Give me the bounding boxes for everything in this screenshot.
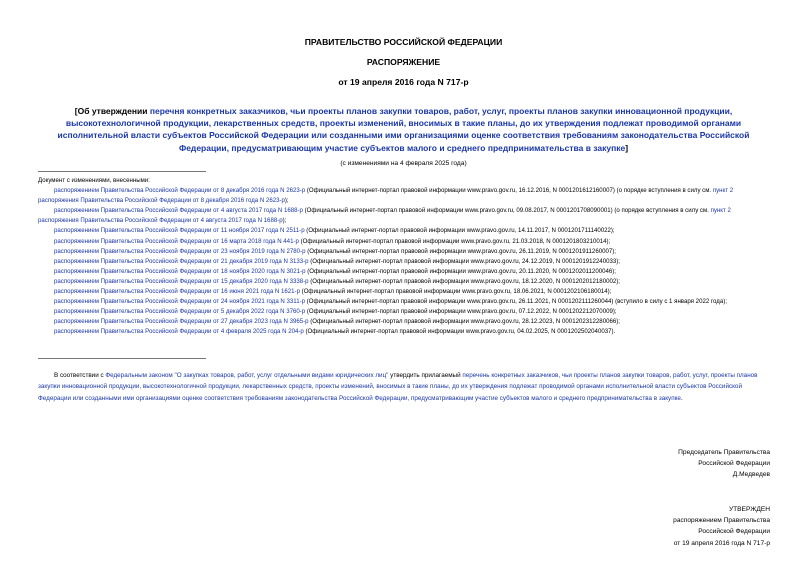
edit-link[interactable]: распоряжением Правительства Российской Федерации от 4 августа 2017 года N 1688-р (54, 207, 303, 215)
edit-source: (Официальный интернет-портал правовой информации www.pravo.gov.ru, 07.12.2022, N 0001202212070009); (305, 308, 617, 316)
edit-item (38, 317, 771, 327)
edit-link[interactable]: распоряжением Правительства Российской Федерации от 5 декабря 2022 года N 3760-р (54, 308, 306, 316)
edit-source: (Официальный интернет-портал правовой информации www.pravo.gov.ru, 18.06.2021, N 0001202106180014); (299, 288, 612, 296)
edit-item (38, 287, 771, 297)
top-divider (38, 171, 206, 172)
edit-source: (Официальный интернет-портал правовой информации www.pravo.gov.ru, 21.03.2018, N 0001201803210014); (298, 237, 611, 245)
edit-link[interactable]: распоряжением Правительства Российской Федерации от 27 декабря 2023 года N 3965-р (54, 318, 309, 326)
edit-source: (Официальный интернет-портал правовой информации www.pravo.gov.ru, 24.12.2019, N 0001201912240033); (308, 257, 620, 265)
edit-link[interactable]: распоряжением Правительства Российской Федерации от 23 ноября 2019 года N 2780-р (54, 247, 306, 255)
edits-intro: Документ с изменениями, внесенными: (38, 177, 150, 184)
document-date-number: от 19 апреля 2016 года N 717-р (338, 77, 469, 87)
federal-law-link[interactable]: Федеральным законом "О закупках товаров, работ, услуг отдельными видами юридических лиц" (105, 372, 389, 379)
edit-link[interactable]: распоряжением Правительства Российской Федерации от 21 декабря 2019 года N 3133-р (54, 257, 309, 265)
preamble-text: . (680, 394, 683, 402)
edit-source: (Официальный интернет-портал правовой информации www.pravo.gov.ru, 14.11.2017, N 0001201711140022); (304, 227, 615, 235)
approval-block (600, 504, 770, 549)
edits-list (38, 176, 771, 338)
preamble-paragraph (38, 370, 771, 404)
signature-name: Д.Медведев (732, 471, 770, 479)
approval-line: от 19 апреля 2016 года N 717-р (673, 539, 770, 547)
signature-organization: Российской Федерации (698, 460, 770, 468)
edit-item (38, 297, 771, 307)
edit-link[interactable]: распоряжением Правительства Российской Федерации от 15 декабря 2020 года N 3338-р (54, 277, 309, 285)
edit-link[interactable]: распоряжением Правительства Российской Федерации от 16 июня 2021 года N 1621-р (54, 288, 300, 296)
edit-item (38, 226, 771, 236)
changes-note: (с изменениями на 4 февраля 2025 года) (340, 160, 467, 167)
edit-effect-link[interactable]: пункт 2 распоряжения Правительства Российской Федерации от 8 декабря 2016 года N 2623-р (38, 187, 734, 205)
approval-title: УТВЕРЖДЕН (728, 506, 770, 513)
title-suffix: ] (625, 142, 629, 153)
edit-item (38, 247, 771, 257)
document-title (40, 105, 767, 154)
edit-item (38, 327, 771, 337)
edit-effect-link[interactable]: пункт 2 распоряжения Правительства Российской Федерации от 4 августа 2017 года N 1688-р (38, 207, 731, 225)
edit-source: (Официальный интернет-портал правовой информации www.pravo.gov.ru, 04.02.2025, N 0001202502040037). (303, 328, 616, 336)
edit-item (38, 206, 771, 226)
signature-block (600, 447, 770, 481)
document-type-heading: РАСПОРЯЖЕНИЕ (366, 57, 441, 67)
edit-item (38, 186, 771, 206)
edit-link[interactable]: распоряжением Правительства Российской Федерации от 4 февраля 2025 года N 204-р (54, 328, 304, 336)
edit-item (38, 307, 771, 317)
signature-position: Председатель Правительства (678, 449, 770, 456)
approval-line: Российской Федерации (698, 528, 770, 536)
edit-link[interactable]: распоряжением Правительства Российской Федерации от 8 декабря 2016 года N 2623-р (54, 187, 306, 195)
customer-list-link[interactable]: перечень конкретных заказчиков, чьи проекты планов закупки товаров, работ, услуг, проекты планов закупки инновационной продукции, высокотехнологичной продукции, лекарственных средств, проекты изменений, вносимых в такие планы, до их утверждения подлежат проводимой органами исполнительной власти субъектов Российской Федерации или созданными ими организациями оценке соответствия требованиям законодательства Российской Федерации, предусматривающим участие субъектов малого и среднего предпринимательства в закупке (38, 372, 758, 402)
edit-tail: ); (284, 197, 289, 205)
edit-item (38, 257, 771, 267)
edit-source: (Официальный интернет-портал правовой информации www.pravo.gov.ru, 26.11.2019, N 0001201911260007); (305, 247, 616, 255)
approval-line: распоряжением Правительства (673, 517, 770, 525)
bottom-divider (38, 358, 206, 359)
edit-item (38, 267, 771, 277)
edit-item (38, 237, 771, 247)
title-prefix: [Об утверждении (74, 106, 150, 116)
preamble-text: утвердить прилагаемый (388, 372, 463, 379)
edit-link[interactable]: распоряжением Правительства Российской Федерации от 16 марта 2018 года N 441-р (54, 237, 299, 245)
edit-source: (Официальный интернет-портал правовой информации www.pravo.gov.ru, 16.12.2016, N 0001201612160007) (о порядке вступления в силу см. (305, 187, 713, 195)
edit-source: (Официальный интернет-портал правовой информации www.pravo.gov.ru, 20.11.2020, N 0001202011200046); (305, 267, 616, 275)
edit-source: (Официальный интернет-портал правовой информации www.pravo.gov.ru, 18.12.2020, N 0001202012180002); (308, 277, 620, 285)
edit-source: (Официальный интернет-портал правовой информации www.pravo.gov.ru, 28.12.2023, N 0001202312280066); (308, 318, 620, 326)
edit-item (38, 277, 771, 287)
edit-link[interactable]: распоряжением Правительства Российской Федерации от 11 ноября 2017 года N 2511-р (54, 227, 305, 235)
edit-tail: ); (282, 217, 287, 225)
preamble-text: В соответствии с (54, 372, 106, 379)
edit-link[interactable]: распоряжением Правительства Российской Федерации от 18 ноября 2020 года N 3021-р (54, 267, 306, 275)
title-link[interactable]: перечня конкретных заказчиков, чьи проекты планов закупки товаров, работ, услуг, проекты планов закупки инновационной продукции, высокотехнологичной продукции, лекарственных средств, проекты изменений, вносимых в такие планы, до их утверждения подлежат проводимой органами исполнительной власти субъектов Российской Федерации или созданными ими организациями оценке соответствия требованиям законодательства Российской Федерации, предусматривающим участие субъектов малого и среднего предпринимательства в закупке (57, 106, 750, 153)
government-heading: ПРАВИТЕЛЬСТВО РОССИЙСКОЙ ФЕДЕРАЦИИ (304, 37, 503, 47)
edit-link[interactable]: распоряжением Правительства Российской Федерации от 24 ноября 2021 года N 3311-р (54, 298, 306, 306)
edit-source: (Официальный интернет-портал правовой информации www.pravo.gov.ru, 26.11.2021, N 0001202111260044) (вступило в силу с 1 января 2022 года); (305, 298, 727, 306)
edit-source: (Официальный интернет-портал правовой информации www.pravo.gov.ru, 09.08.2017, N 0001201708090001) (о порядке вступления в силу см. (302, 207, 711, 215)
